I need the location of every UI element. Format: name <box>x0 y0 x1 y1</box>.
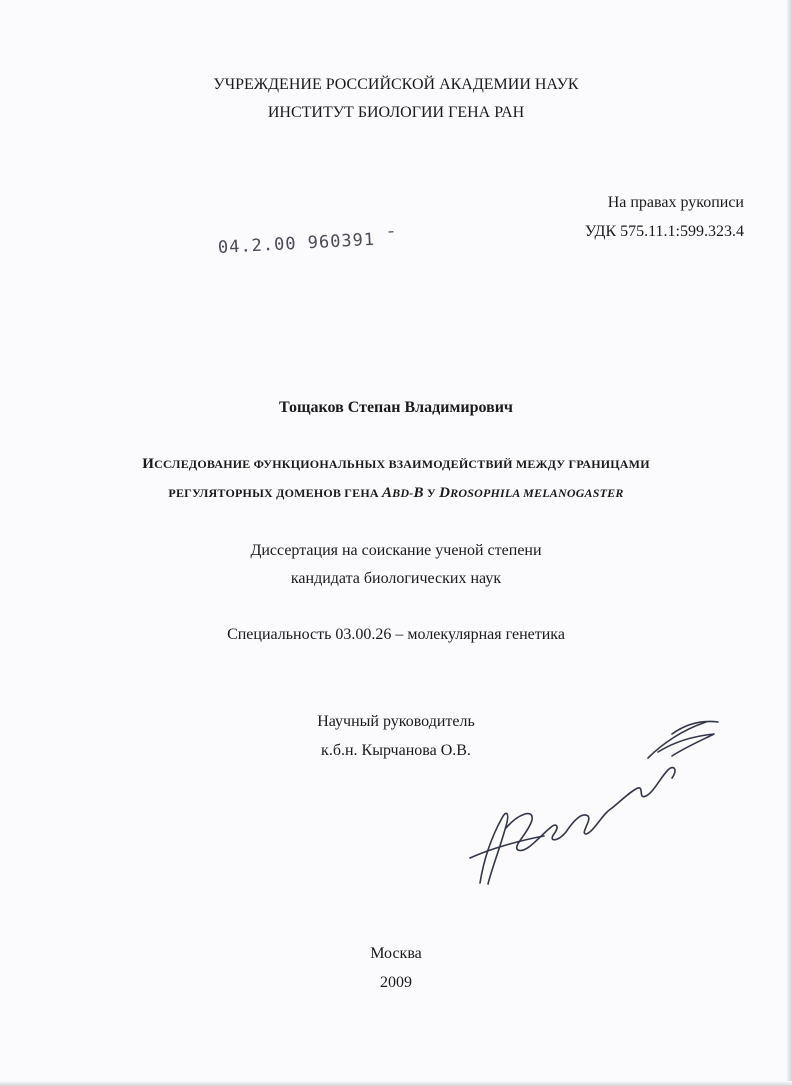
scan-edge-right <box>786 0 792 1086</box>
handwritten-signature <box>462 708 722 898</box>
manuscript-rights: На правах рукописи <box>607 194 744 211</box>
species-rest: ROSOPHILA MELANOGASTER <box>450 486 624 500</box>
title-regular: РЕГУЛЯТОРНЫХ ДОМЕНОВ ГЕНА <box>168 486 382 500</box>
title-initial: И <box>142 456 155 472</box>
registration-stamp: 04.2.00 960391 ˉ <box>217 228 399 258</box>
degree-line-1: Диссертация на соискание ученой степени <box>250 542 542 559</box>
scan-edge-bottom <box>0 1081 792 1086</box>
specialty: Специальность 03.00.26 – молекулярная генетика <box>227 626 565 643</box>
gene-last: B <box>413 485 424 501</box>
institution-line-1: УЧРЕЖДЕНИЕ РОССИЙСКОЙ АКАДЕМИИ НАУК <box>213 76 579 93</box>
institution-line-2: ИНСТИТУТ БИОЛОГИИ ГЕНА РАН <box>267 104 525 121</box>
thesis-title-line-2 <box>0 485 792 502</box>
title-rest: ССЛЕДОВАНИЕ ФУНКЦИОНАЛЬНЫХ ВЗАИМОДЕЙСТВИЙ МЕЖДУ ГРАНИЦАМИ <box>154 457 650 471</box>
degree-line-2: кандидата биологических наук <box>290 570 502 587</box>
city: Москва <box>370 945 422 962</box>
year: 2009 <box>380 974 412 991</box>
gene-initial: A <box>381 485 393 501</box>
supervisor-label: Научный руководитель <box>317 713 475 730</box>
species-initial: D <box>439 485 451 501</box>
supervisor-name: к.б.н. Кырчанова О.В. <box>321 742 471 759</box>
udc-code: УДК 575.11.1:599.323.4 <box>584 223 744 240</box>
thesis-title-line-1 <box>0 456 792 473</box>
stamp-number: 04.2.00 960391 <box>217 229 376 258</box>
author-name: Тощаков Степан Владимирович <box>279 399 513 416</box>
title-mid: У <box>423 486 440 500</box>
gene-rest: BD- <box>392 486 414 500</box>
